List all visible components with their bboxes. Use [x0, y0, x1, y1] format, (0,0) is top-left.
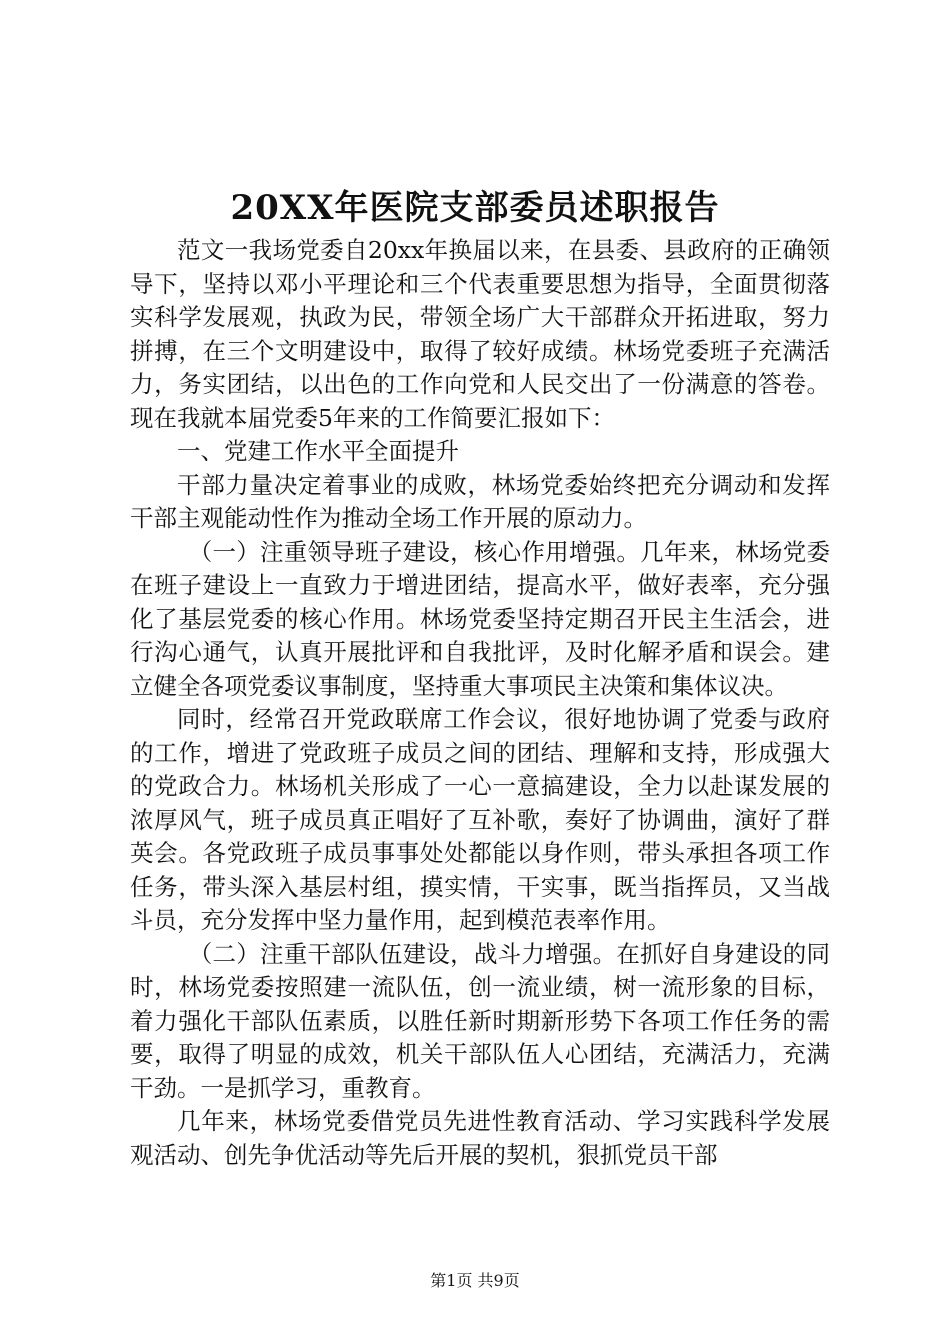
- document-body: [130, 234, 830, 1172]
- paragraph-intro: 范文一我场党委自20xx年换届以来，在县委、县政府的正确领导下，坚持以邓小平理论和三个代表重要思想为指导，全面贯彻落实科学发展观，执政为民，带领全场广大干部群众开拓进取，努力拼搏，在三个文明建设中，取得了较好成绩。林场党委班子充满活力，务实团结，以出色的工作向党和人民交出了一份满意的答卷。现在我就本届党委5年来的工作简要汇报如下：: [130, 236, 830, 432]
- page-number-footer: 第1页 共9页: [430, 1271, 520, 1290]
- paragraph-cadre-power: 干部力量决定着事业的成败，林场党委始终把充分调动和发挥干部主观能动性作为推动全场工作开展的原动力。: [130, 470, 830, 532]
- paragraph-subsection-2: （二）注重干部队伍建设，战斗力增强。在抓好自身建设的同时，林场党委按照建一流队伍，创一流业绩，树一流形象的目标，着力强化干部队伍素质，以胜任新时期新形势下各项工作任务的需要，取得了明显的成效，机关干部队伍人心团结，充满活力，充满干劲。一是抓学习，重教育。: [130, 939, 830, 1102]
- section-heading-1: 一、党建工作水平全面提升: [177, 437, 459, 465]
- paragraph-meanwhile: 同时，经常召开党政联席工作会议，很好地协调了党委与政府的工作，增进了党政班子成员之间的团结、理解和支持，形成强大的党政合力。林场机关形成了一心一意搞建设，全力以赴谋发展的浓厚风气，班子成员真正唱好了互补歌，奏好了协调曲，演好了群英会。各党政班子成员事事处处都能以身作则，带头承担各项工作任务，带头深入基层村组，摸实情，干实事，既当指挥员，又当战斗员，充分发挥中坚力量作用，起到模范表率作用。: [130, 705, 830, 934]
- paragraph-subsection-1: （一）注重领导班子建设，核心作用增强。几年来，林场党委在班子建设上一直致力于增进团结，提高水平，做好表率，充分强化了基层党委的核心作用。林场党委坚持定期召开民主生活会，进行沟心通气，认真开展批评和自我批评，及时化解矛盾和误会。建立健全各项党委议事制度，坚持重大事项民主决策和集体议决。: [130, 537, 830, 700]
- document-title: 20XX年医院支部委员述职报告: [230, 188, 720, 228]
- paragraph-recent-years: 几年来，林场党委借党员先进性教育活动、学习实践科学发展观活动、创先争优活动等先后开展的契机，狠抓党员干部: [130, 1107, 830, 1169]
